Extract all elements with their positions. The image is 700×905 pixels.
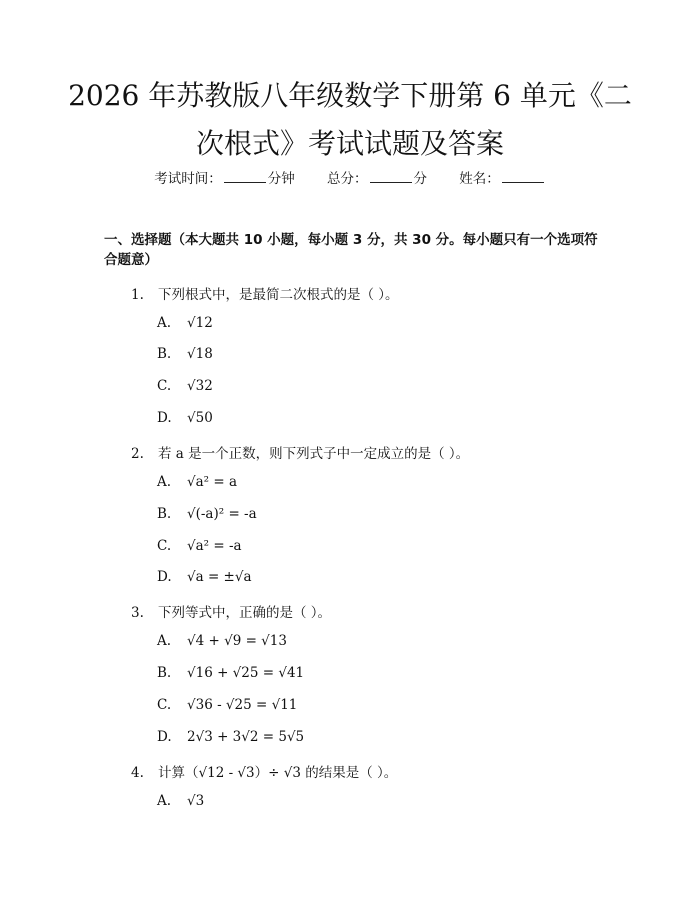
time-blank bbox=[224, 170, 266, 183]
question-number: 2. bbox=[131, 446, 144, 462]
question-2-option-d bbox=[157, 569, 252, 585]
name-label: 姓名： bbox=[459, 171, 500, 187]
question-2-option-a bbox=[157, 474, 237, 490]
option-letter: B. bbox=[157, 346, 172, 362]
option-letter: D. bbox=[157, 569, 172, 585]
option-letter: A. bbox=[157, 474, 172, 490]
question-3 bbox=[131, 601, 331, 621]
question-text: 若 a 是一个正数，则下列式子中一定成立的是（ ）。 bbox=[158, 446, 470, 462]
time-unit: 分钟 bbox=[267, 171, 295, 187]
option-letter: A. bbox=[157, 633, 172, 649]
question-1-option-d bbox=[157, 410, 213, 426]
question-3-option-d bbox=[157, 729, 304, 745]
title-line-2: 次根式》考试试题及答案 bbox=[195, 127, 504, 160]
option-letter: B. bbox=[157, 506, 172, 522]
option-text: 2√3 + 3√2 = 5√5 bbox=[187, 729, 305, 745]
question-text: 计算（√12 - √3）÷ √3 的结果是（ ）。 bbox=[158, 765, 398, 781]
option-text: √a² = -a bbox=[187, 538, 242, 554]
option-text: √16 + √25 = √41 bbox=[187, 665, 305, 681]
score-blank bbox=[370, 170, 412, 183]
option-letter: A. bbox=[157, 315, 172, 331]
question-1 bbox=[131, 283, 399, 303]
option-text: √50 bbox=[187, 410, 213, 426]
section-heading: 一、选择题（本大题共 10 小题，每小题 3 分，共 30 分。每小题只有一个选项符合题意） bbox=[104, 232, 598, 268]
question-number: 1. bbox=[131, 287, 144, 303]
question-2 bbox=[131, 442, 469, 462]
time-label: 考试时间： bbox=[154, 171, 222, 187]
option-text: √4 + √9 = √13 bbox=[187, 633, 287, 649]
option-text: √(-a)² = -a bbox=[187, 506, 257, 522]
score-field bbox=[327, 171, 431, 187]
score-unit: 分 bbox=[413, 171, 427, 187]
option-text: √a² = a bbox=[187, 474, 238, 490]
option-text: √3 bbox=[187, 793, 205, 809]
option-letter: C. bbox=[157, 697, 172, 713]
title-line-1: 2026 年苏教版八年级数学下册第 6 单元《二 bbox=[68, 79, 632, 112]
name-field bbox=[459, 171, 546, 187]
question-1-option-c bbox=[157, 378, 213, 394]
option-letter: D. bbox=[157, 729, 172, 745]
question-1-option-a bbox=[157, 315, 213, 331]
question-1-option-b bbox=[157, 346, 213, 362]
question-3-option-a bbox=[157, 633, 287, 649]
option-letter: C. bbox=[157, 378, 172, 394]
question-number: 4. bbox=[131, 765, 144, 781]
option-letter: A. bbox=[157, 793, 172, 809]
question-3-option-c bbox=[157, 697, 297, 713]
option-text: √32 bbox=[187, 378, 213, 394]
option-text: √18 bbox=[187, 346, 213, 362]
option-text: √36 - √25 = √11 bbox=[187, 697, 298, 713]
name-blank bbox=[502, 170, 544, 183]
question-text: 下列等式中，正确的是（ ）。 bbox=[158, 605, 332, 621]
question-2-option-c bbox=[157, 538, 242, 554]
question-text: 下列根式中，是最简二次根式的是（ ）。 bbox=[158, 287, 399, 303]
question-4-option-a bbox=[157, 793, 204, 809]
option-letter: C. bbox=[157, 538, 172, 554]
time-field bbox=[154, 171, 299, 187]
question-4 bbox=[131, 761, 397, 781]
page-title bbox=[50, 72, 650, 168]
question-3-option-b bbox=[157, 665, 304, 681]
exam-info-line bbox=[0, 167, 700, 187]
question-number: 3. bbox=[131, 605, 144, 621]
option-letter: B. bbox=[157, 665, 172, 681]
option-letter: D. bbox=[157, 410, 172, 426]
option-text: √a = ±√a bbox=[187, 569, 252, 585]
option-text: √12 bbox=[187, 315, 213, 331]
question-2-option-b bbox=[157, 506, 257, 522]
score-label: 总分： bbox=[327, 171, 368, 187]
